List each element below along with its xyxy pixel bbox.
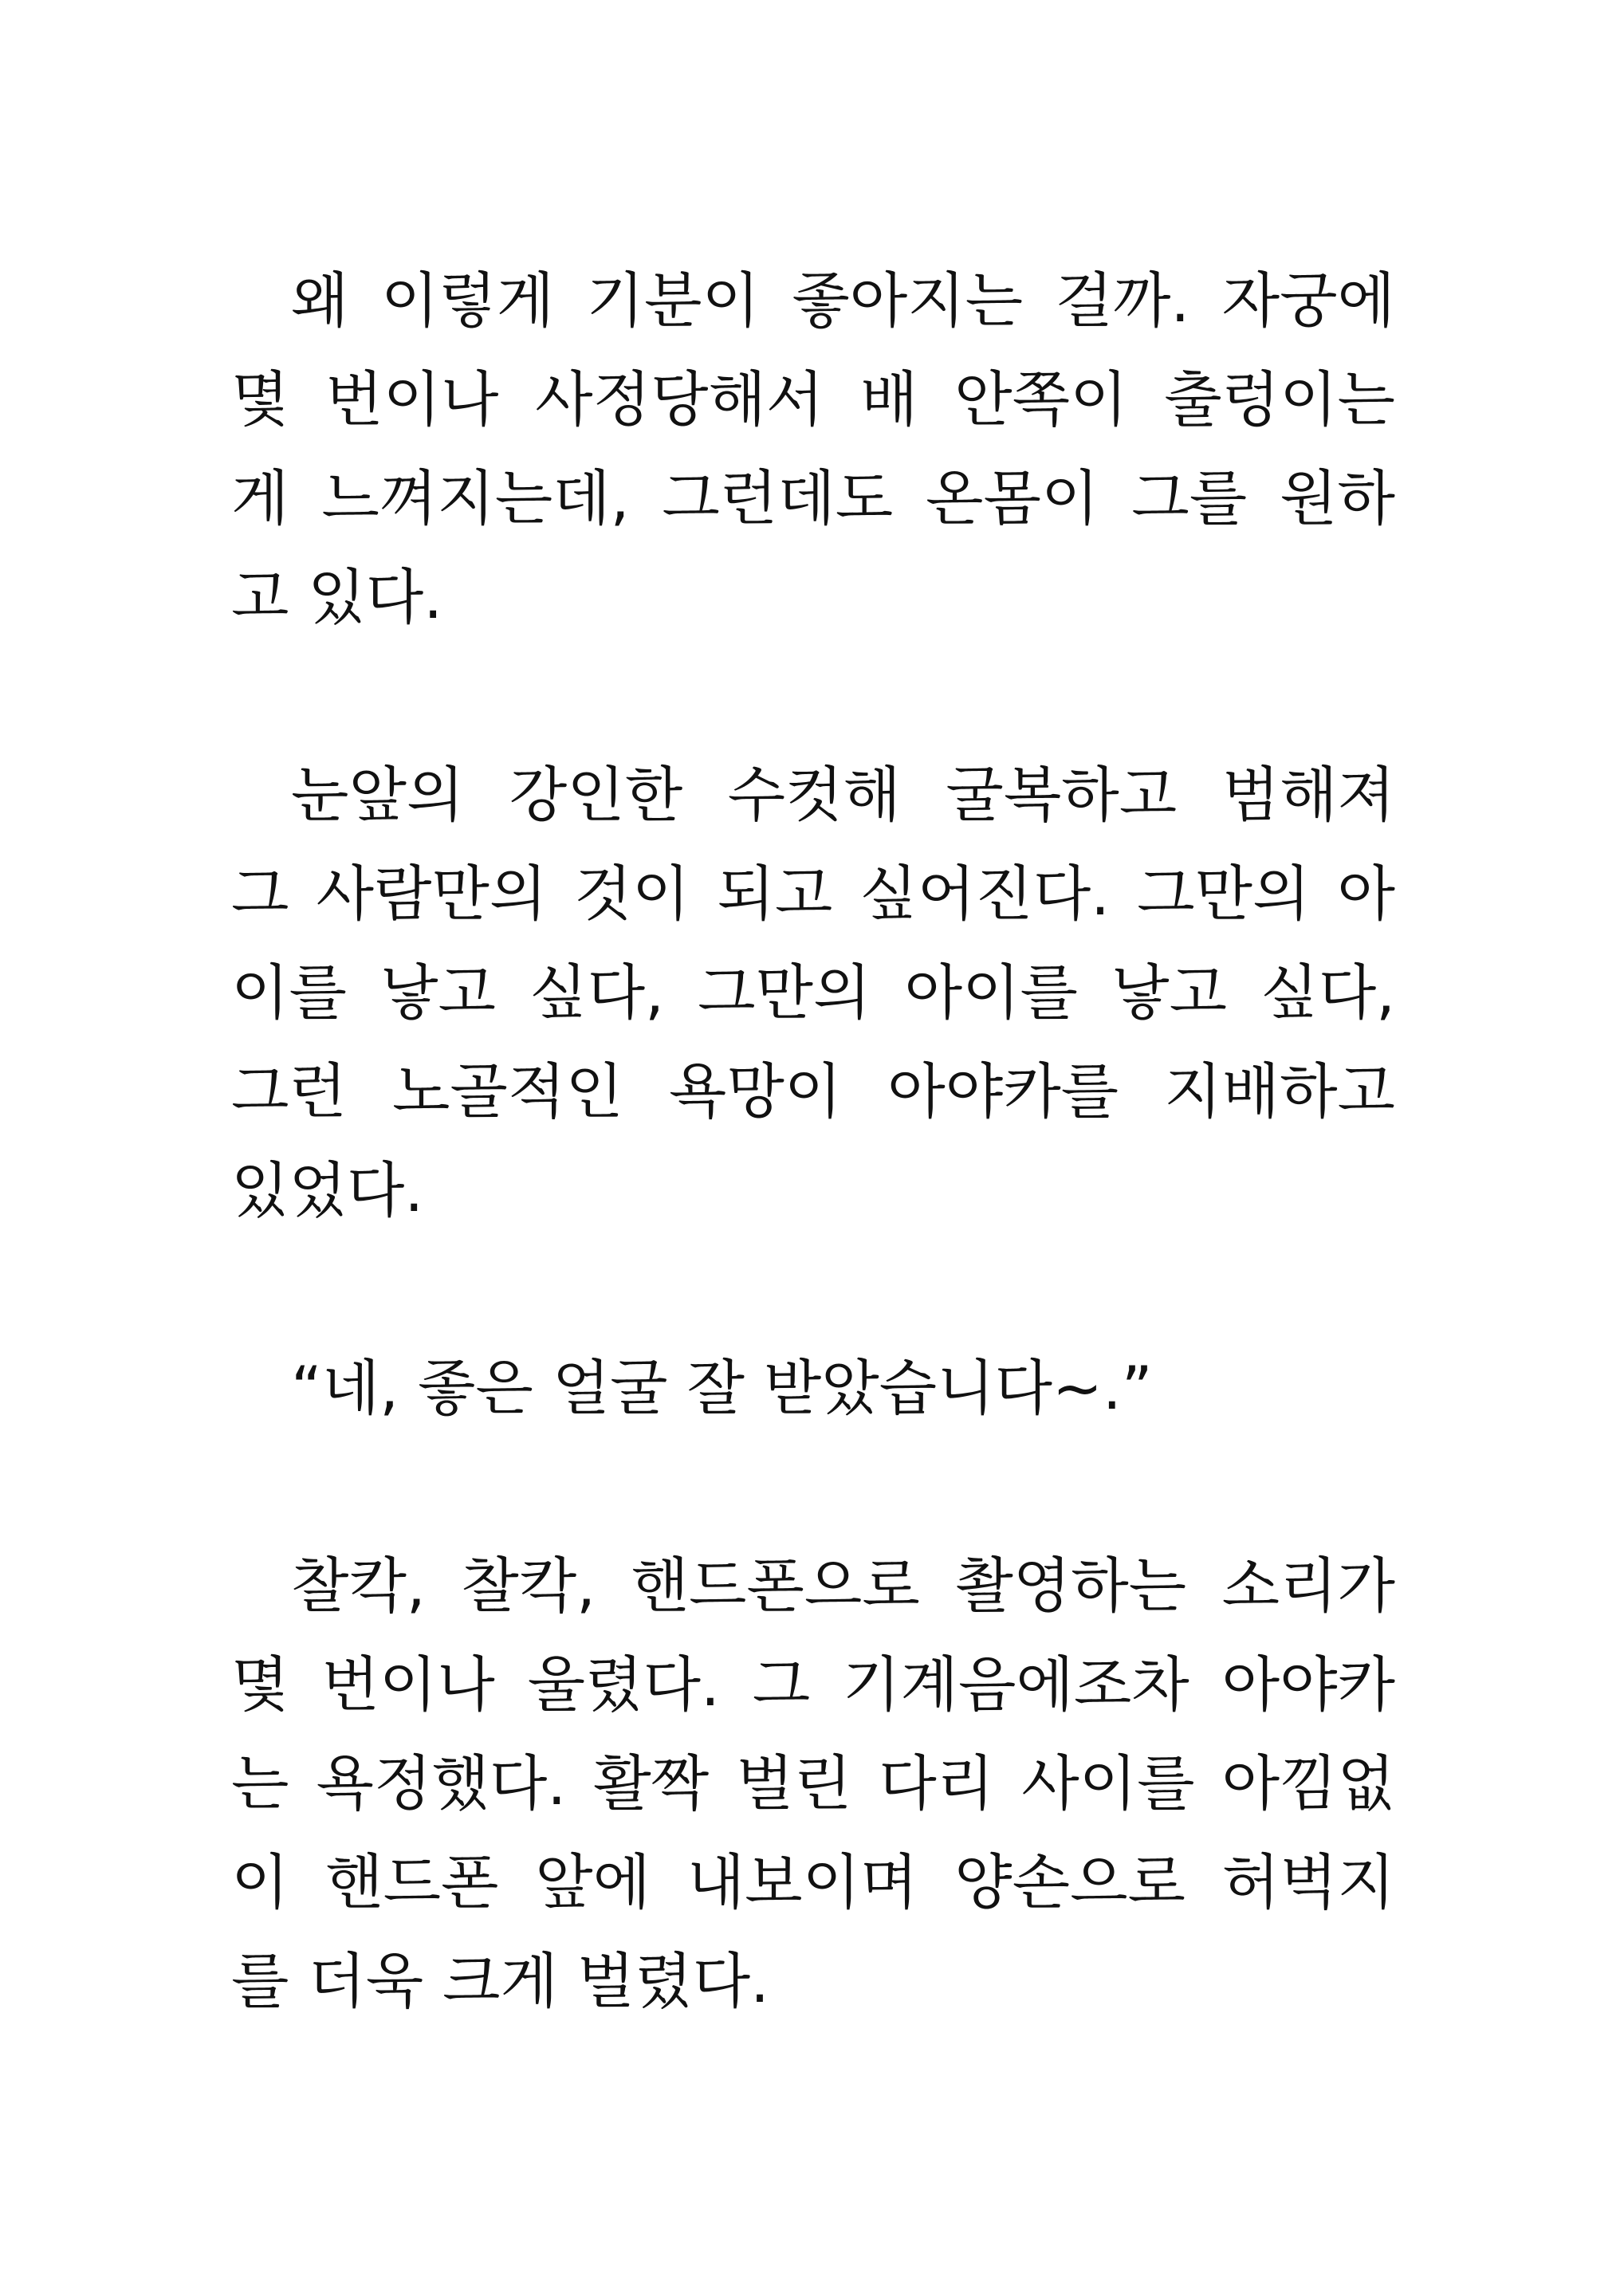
- text-line: 있었다.: [231, 1155, 424, 1225]
- text-line: 를 더욱 크게 벌렸다.: [231, 1946, 769, 2016]
- paragraph-2: [231, 745, 1395, 1240]
- dialogue-line: “네, 좋은 얼굴 잘 받았습니다~.”: [291, 1353, 1153, 1423]
- text-line: 이를 낳고 싶다, 그만의 아이를 낳고 싶다,: [231, 957, 1395, 1028]
- text-line: 는 욕정했다. 활짝 벌린 다리 사이를 아낌없: [231, 1748, 1395, 1818]
- text-line: 그런 노골적인 욕망이 아야카를 지배하고: [231, 1056, 1395, 1126]
- text-line: 왜 이렇게 기분이 좋아지는 걸까. 자궁에: [291, 265, 1395, 336]
- text-line: 고 있다.: [231, 562, 443, 632]
- text-line: 눈앞의 강인한 수컷해 굴복하고 범해져: [291, 760, 1395, 830]
- document-page: [231, 251, 1395, 2129]
- text-line: 몇 번이나 사정당해서 배 안쪽이 출렁이는: [231, 364, 1395, 434]
- text-line: 찰칵, 찰칵, 핸드폰으로 촬영하는 소리가: [291, 1551, 1395, 1621]
- text-line: 이 핸드폰 앞에 내보이며 양손으로 허벅지: [231, 1847, 1395, 1917]
- text-line: 몇 번이나 울렸다. 그 기계음에조차 아야카: [231, 1649, 1395, 1720]
- paragraph-4: [231, 1536, 1395, 2031]
- text-line: 게 느껴지는데, 그런데도 온몸이 그를 원하: [231, 463, 1395, 533]
- paragraph-3-dialogue: [231, 1339, 1395, 1437]
- text-line: 그 사람만의 것이 되고 싶어진다. 그만의 아: [231, 859, 1395, 929]
- paragraph-1: [231, 251, 1395, 647]
